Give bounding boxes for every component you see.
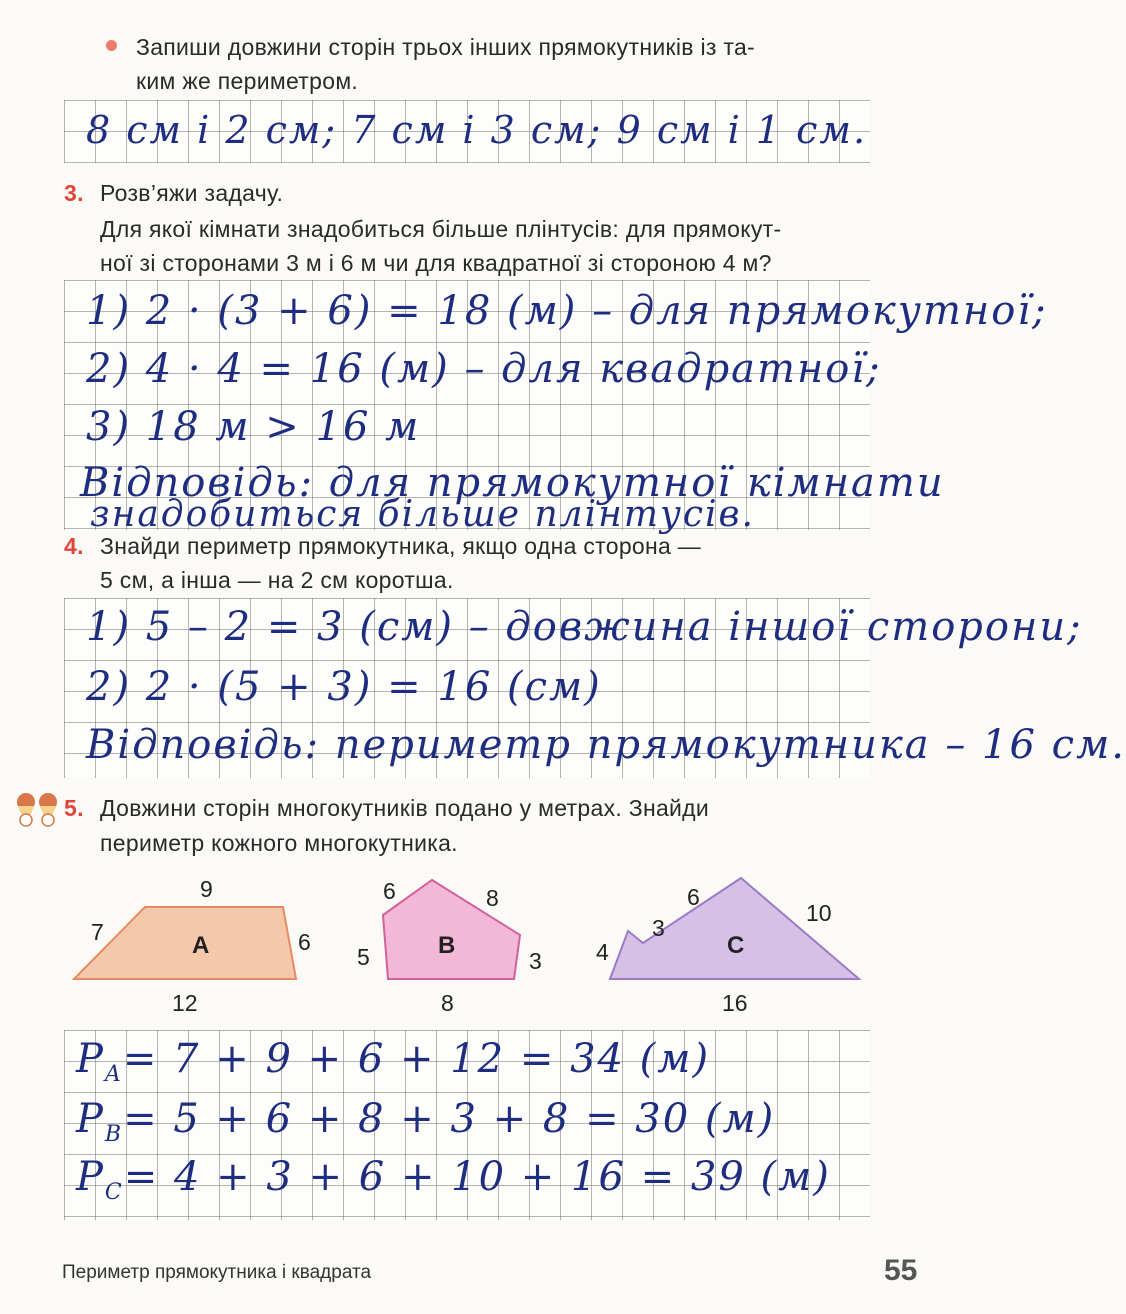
footer-title: Периметр прямокутника і квадрата: [62, 1262, 372, 1283]
task4-answer: Відповідь: периметр прямокутника – 16 см.: [86, 722, 1126, 768]
task3-text-line2: ної зі сторонами 3 м і 6 м чи для квадратної зі стороною 4 м?: [100, 250, 772, 276]
shape-a-label: A: [192, 932, 210, 959]
shape-b-top-right: 8: [486, 885, 499, 911]
task5-text-line2: периметр кожного многокутника.: [100, 830, 458, 856]
shape-b-label: B: [438, 932, 456, 959]
shape-a-left: 7: [91, 919, 104, 945]
bullet-task-line1: Запиши довжини сторін трьох інших прямокутників із та-: [136, 34, 756, 60]
task4-solution-line1: 1) 5 – 2 = 3 (см) – довжина іншої сторони;: [86, 604, 1083, 650]
perimeter-b: [76, 1096, 775, 1147]
perimeter-a-expression: = 7 + 9 + 6 + 12 = 34 (м): [122, 1036, 711, 1082]
bullet-task-line2: ким же периметром.: [136, 68, 359, 94]
bullet-marker: [106, 40, 117, 51]
shape-c-top: 6: [687, 884, 700, 910]
page-number: 55: [884, 1254, 918, 1287]
task5-number: 5.: [64, 795, 84, 821]
shape-c-notch: 3: [652, 915, 665, 941]
shape-b-right: 3: [529, 948, 542, 974]
task3-solution-line3: 3) 18 м > 16 м: [86, 404, 421, 450]
task3-solution-line1: 1) 2 · (3 + 6) = 18 (м) – для прямокутної;: [86, 288, 1048, 334]
task3-title: Розв’яжи задачу.: [100, 180, 284, 206]
perimeter-c: [76, 1154, 831, 1205]
perimeter-a-index: A: [104, 1062, 123, 1087]
shape-a-right: 6: [298, 929, 311, 955]
task3-text-line1: Для якої кімнати знадобиться більше плінтусів: для прямокут-: [100, 216, 782, 242]
shape-b-left: 5: [357, 944, 370, 970]
perimeter-a: [76, 1036, 710, 1087]
perimeter-b-index: B: [104, 1122, 124, 1147]
task3-answer-line2: знадобиться більше плінтусів.: [90, 494, 755, 535]
polygons-figure: [0, 860, 969, 1030]
task3-answer-line1: Відповідь: для прямокутної кімнати: [80, 460, 945, 506]
shape-c: [610, 878, 859, 979]
task4-text-line2: 5 см, а інша — на 2 см коротша.: [100, 567, 454, 593]
perimeter-c-expression: = 4 + 3 + 6 + 10 + 16 = 39 (м): [123, 1154, 831, 1200]
shape-c-label: C: [727, 932, 745, 959]
task3-solution-line2: 2) 4 · 4 = 16 (м) – для квадратної;: [86, 346, 882, 392]
task5-text-line1: Довжини сторін многокутників подано у метрах. Знайди: [100, 795, 710, 821]
shape-b-bottom: 8: [441, 990, 454, 1016]
task3-number: 3.: [64, 180, 84, 206]
shape-b: [383, 880, 520, 979]
perimeter-a-symbol: P: [76, 1036, 105, 1082]
shape-a-bottom: 12: [172, 990, 198, 1016]
shape-c-right: 10: [806, 900, 832, 926]
pair-work-icon: [12, 790, 64, 830]
task4-text-line1: Знайди периметр прямокутника, якщо одна сторона —: [100, 533, 702, 559]
perimeter-c-symbol: P: [76, 1154, 105, 1200]
perimeter-b-symbol: P: [76, 1096, 105, 1142]
shape-c-left: 4: [596, 939, 609, 965]
task4-number: 4.: [64, 533, 84, 559]
bullet-answer: 8 см і 2 см; 7 см і 3 см; 9 см і 1 см.: [86, 108, 868, 152]
shape-c-bottom: 16: [722, 990, 748, 1016]
task4-solution-line2: 2) 2 · (5 + 3) = 16 (см): [86, 664, 602, 710]
shape-a: [74, 907, 296, 979]
shape-b-top-left: 6: [383, 878, 396, 904]
perimeter-c-index: C: [104, 1180, 124, 1205]
perimeter-b-expression: = 5 + 6 + 8 + 3 + 8 = 30 (м): [123, 1096, 776, 1142]
shape-a-top: 9: [200, 876, 213, 902]
